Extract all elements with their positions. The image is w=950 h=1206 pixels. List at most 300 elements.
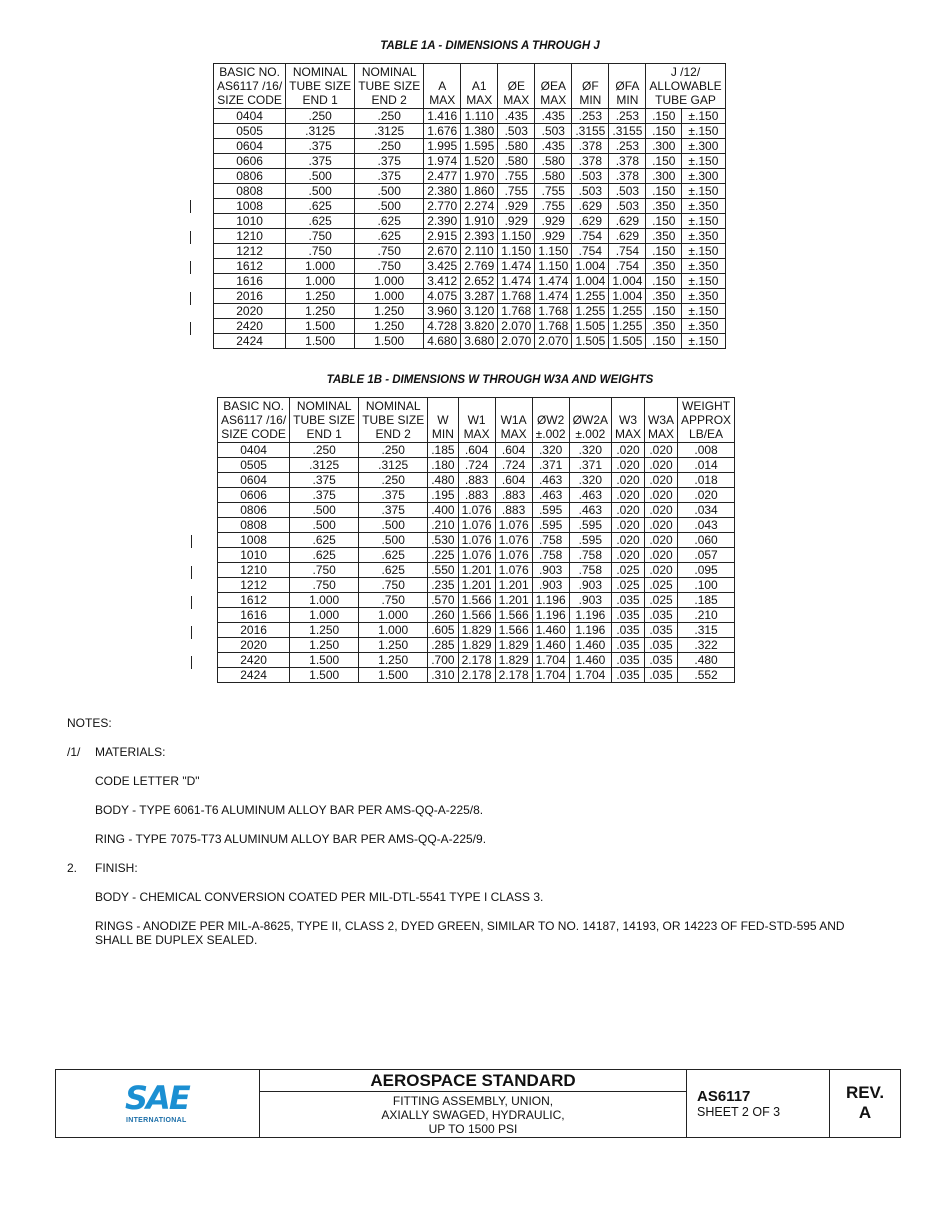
column-header-line: W3A bbox=[648, 413, 675, 427]
table-cell: .020 bbox=[645, 518, 678, 533]
table-cell: 1010 bbox=[214, 214, 286, 229]
table-cell: 2.178 bbox=[458, 668, 495, 683]
table-cell: .724 bbox=[458, 458, 495, 473]
column-header bbox=[428, 398, 458, 443]
table-cell: 2.652 bbox=[461, 274, 498, 289]
column-header-line: J /12/ bbox=[670, 65, 701, 79]
note-2-rings-line-1: RINGS - ANODIZE PER MIL-A-8625, TYPE II, CLASS 2, DYED GREEN, SIMILAR TO NO. 14187, 14193, OR 14223 OF FED-STD-595 AND bbox=[95, 919, 845, 933]
table-cell: .903 bbox=[569, 593, 611, 608]
table-cell: .253 bbox=[609, 139, 646, 154]
column-header-line: ±.002 bbox=[575, 427, 606, 441]
column-header bbox=[678, 398, 735, 443]
table-cell: .595 bbox=[569, 533, 611, 548]
table-cell: .378 bbox=[572, 139, 609, 154]
table-cell: ±.150 bbox=[682, 109, 726, 124]
table-cell: ±.150 bbox=[682, 334, 726, 349]
column-header-line: TUBE SIZE bbox=[362, 413, 425, 427]
table-cell: .020 bbox=[645, 503, 678, 518]
table-cell: .463 bbox=[569, 488, 611, 503]
table-cell: .035 bbox=[645, 653, 678, 668]
table-cell: .480 bbox=[678, 653, 735, 668]
table-cell: 2424 bbox=[214, 334, 286, 349]
table-cell: .625 bbox=[290, 533, 359, 548]
table-cell: 1.829 bbox=[495, 638, 532, 653]
column-header-line: MAX bbox=[500, 427, 527, 441]
table-cell: ±.350 bbox=[682, 259, 726, 274]
table-cell: 1.500 bbox=[290, 668, 359, 683]
table-cell: .750 bbox=[290, 563, 359, 578]
table-cell: ±.350 bbox=[682, 319, 726, 334]
change-bar bbox=[191, 596, 192, 609]
table-cell: 1.595 bbox=[461, 139, 498, 154]
table-cell: ±.150 bbox=[682, 124, 726, 139]
table-cell: 1.704 bbox=[532, 668, 569, 683]
table-cell: .580 bbox=[498, 139, 535, 154]
change-bar bbox=[191, 535, 192, 548]
table-cell: 1.076 bbox=[458, 548, 495, 563]
table-cell: .210 bbox=[678, 608, 735, 623]
table-cell: .020 bbox=[612, 443, 645, 458]
table-cell: .755 bbox=[498, 184, 535, 199]
table-cell: .750 bbox=[359, 578, 428, 593]
change-bar bbox=[190, 292, 191, 305]
table-cell: 1.076 bbox=[495, 548, 532, 563]
column-header-line: MIN bbox=[579, 93, 602, 107]
table-row bbox=[218, 473, 735, 488]
table-cell: .020 bbox=[612, 488, 645, 503]
column-header-line: ØW2 bbox=[536, 413, 565, 427]
table-cell: 1.250 bbox=[359, 653, 428, 668]
table-cell: .020 bbox=[645, 458, 678, 473]
table-cell: .060 bbox=[678, 533, 735, 548]
table-cell: 1612 bbox=[214, 259, 286, 274]
column-header-line bbox=[648, 399, 674, 413]
table-cell: .580 bbox=[535, 154, 572, 169]
change-bar bbox=[190, 261, 191, 274]
table-cell: .020 bbox=[612, 473, 645, 488]
table-cell: .043 bbox=[678, 518, 735, 533]
table-cell: .604 bbox=[458, 443, 495, 458]
table-cell: .754 bbox=[572, 244, 609, 259]
table-cell: .253 bbox=[572, 109, 609, 124]
table-cell: .503 bbox=[609, 199, 646, 214]
table-cell: 1.768 bbox=[498, 304, 535, 319]
table-cell: .883 bbox=[458, 488, 495, 503]
column-header bbox=[645, 398, 678, 443]
table-cell: 1.250 bbox=[355, 304, 424, 319]
table-cell: 3.120 bbox=[461, 304, 498, 319]
column-header-line: BASIC NO. bbox=[223, 399, 284, 413]
table-cell: .530 bbox=[428, 533, 458, 548]
table-row bbox=[218, 668, 735, 683]
column-header bbox=[424, 64, 461, 109]
table-cell: 0505 bbox=[218, 458, 290, 473]
table-cell: .150 bbox=[646, 274, 682, 289]
table-cell: 2016 bbox=[214, 289, 286, 304]
table-cell: .754 bbox=[609, 259, 646, 274]
table-cell: .250 bbox=[290, 443, 359, 458]
table-cell: .750 bbox=[355, 244, 424, 259]
table-cell: .3125 bbox=[355, 124, 424, 139]
table-cell: 1.505 bbox=[609, 334, 646, 349]
table-cell: 1.500 bbox=[286, 334, 355, 349]
table-cell: 1.500 bbox=[286, 319, 355, 334]
table-cell: .020 bbox=[645, 473, 678, 488]
table-cell: .150 bbox=[646, 304, 682, 319]
table-cell: 1.255 bbox=[609, 319, 646, 334]
table-cell: .755 bbox=[535, 199, 572, 214]
table-cell: .225 bbox=[428, 548, 458, 563]
table-cell: .503 bbox=[572, 169, 609, 184]
table-cell: 3.680 bbox=[461, 334, 498, 349]
table-row bbox=[218, 563, 735, 578]
table-cell: .057 bbox=[678, 548, 735, 563]
column-header-line: A bbox=[438, 79, 447, 93]
table-cell: 1.250 bbox=[286, 304, 355, 319]
table-cell: .310 bbox=[428, 668, 458, 683]
table-cell: 1.768 bbox=[498, 289, 535, 304]
table-cell: .758 bbox=[569, 563, 611, 578]
table-cell: 1.201 bbox=[458, 578, 495, 593]
table-cell: .375 bbox=[355, 169, 424, 184]
table-cell: .014 bbox=[678, 458, 735, 473]
table-row bbox=[214, 139, 726, 154]
table-cell: 1.704 bbox=[532, 653, 569, 668]
table-cell: .903 bbox=[532, 563, 569, 578]
table-cell: .580 bbox=[498, 154, 535, 169]
table-cell: .250 bbox=[286, 109, 355, 124]
column-header-line bbox=[575, 65, 605, 79]
table-cell: .020 bbox=[612, 518, 645, 533]
description-line-2: AXIALLY SWAGED, HYDRAULIC, bbox=[381, 1108, 565, 1122]
table-cell: 1.860 bbox=[461, 184, 498, 199]
table-cell: .025 bbox=[645, 578, 678, 593]
table-row bbox=[214, 229, 726, 244]
table-cell: .035 bbox=[612, 638, 645, 653]
table-cell: 2.390 bbox=[424, 214, 461, 229]
column-header-line: NOMINAL bbox=[361, 65, 417, 79]
table-row bbox=[218, 608, 735, 623]
table-row bbox=[214, 199, 726, 214]
table-cell: .250 bbox=[359, 443, 428, 458]
column-header-line: LB/EA bbox=[689, 427, 724, 441]
table-cell: .435 bbox=[498, 109, 535, 124]
table-cell: .625 bbox=[290, 548, 359, 563]
table-cell: .008 bbox=[678, 443, 735, 458]
table-cell: 3.820 bbox=[461, 319, 498, 334]
table-cell: 1.566 bbox=[458, 593, 495, 608]
table-cell: .754 bbox=[572, 229, 609, 244]
table-cell: 0604 bbox=[214, 139, 286, 154]
table-cell: 3.425 bbox=[424, 259, 461, 274]
column-header-tube-gap bbox=[646, 64, 725, 109]
table-cell: .595 bbox=[532, 503, 569, 518]
table-cell: 1.474 bbox=[498, 274, 535, 289]
table-cell: 1.995 bbox=[424, 139, 461, 154]
table-cell: .180 bbox=[428, 458, 458, 473]
sae-logo-subtitle: INTERNATIONAL bbox=[126, 1117, 187, 1124]
column-header bbox=[495, 398, 532, 443]
column-header bbox=[218, 398, 290, 443]
revision-label: REV. bbox=[845, 1083, 885, 1102]
table-cell: .250 bbox=[355, 139, 424, 154]
table-cell: .035 bbox=[645, 638, 678, 653]
table-cell: .020 bbox=[645, 443, 678, 458]
table-cell: 1.380 bbox=[461, 124, 498, 139]
table-cell: 0806 bbox=[214, 169, 286, 184]
sheet-number: SHEET 2 OF 3 bbox=[697, 1105, 781, 1119]
note-2-title: FINISH: bbox=[95, 861, 138, 875]
table-cell: .929 bbox=[498, 199, 535, 214]
note-1-body: BODY - TYPE 6061-T6 ALUMINUM ALLOY BAR PER AMS-QQ-A-225/8. bbox=[95, 803, 484, 817]
column-header bbox=[535, 64, 572, 109]
column-header-line: MAX bbox=[466, 93, 493, 107]
column-header-line: W bbox=[437, 413, 449, 427]
table-cell: .500 bbox=[286, 169, 355, 184]
table-cell: 1.250 bbox=[290, 638, 359, 653]
table-cell: .625 bbox=[355, 229, 424, 244]
table-cell: .253 bbox=[609, 109, 646, 124]
table-cell: 1210 bbox=[218, 563, 290, 578]
description-line-3: UP TO 1500 PSI bbox=[428, 1122, 518, 1136]
table-cell: 2.178 bbox=[458, 653, 495, 668]
table-cell: .020 bbox=[645, 563, 678, 578]
column-header-line: W1A bbox=[500, 413, 527, 427]
table-cell: .285 bbox=[428, 638, 458, 653]
table-cell: .034 bbox=[678, 503, 735, 518]
table-row bbox=[214, 274, 726, 289]
title-block bbox=[55, 1069, 901, 1138]
standard-title: AEROSPACE STANDARD bbox=[260, 1070, 686, 1092]
column-header-line: END 2 bbox=[375, 427, 411, 441]
column-header-line bbox=[431, 399, 454, 413]
table-row bbox=[214, 169, 726, 184]
column-header-line: A1 bbox=[471, 79, 487, 93]
table-cell: .750 bbox=[290, 578, 359, 593]
column-header bbox=[532, 398, 569, 443]
table-cell: .625 bbox=[359, 563, 428, 578]
table-cell: 1212 bbox=[214, 244, 286, 259]
table-cell: 1.076 bbox=[458, 518, 495, 533]
table-cell: .3125 bbox=[290, 458, 359, 473]
table-cell: ±.300 bbox=[682, 169, 726, 184]
table-cell: 1.460 bbox=[569, 653, 611, 668]
table-cell: 1.250 bbox=[286, 289, 355, 304]
table-cell: .929 bbox=[535, 229, 572, 244]
table-cell: .758 bbox=[532, 533, 569, 548]
table-cell: 1.196 bbox=[532, 593, 569, 608]
column-header bbox=[290, 398, 359, 443]
table-cell: 1.566 bbox=[495, 623, 532, 638]
table-cell: .503 bbox=[609, 184, 646, 199]
note-2-body: BODY - CHEMICAL CONVERSION COATED PER MIL-DTL-5541 TYPE I CLASS 3. bbox=[95, 890, 544, 904]
column-header-line: AS6117 /16/ bbox=[221, 413, 287, 427]
table-cell: .378 bbox=[572, 154, 609, 169]
column-header-line bbox=[538, 65, 568, 79]
table-cell: 1008 bbox=[218, 533, 290, 548]
table-cell: 0604 bbox=[218, 473, 290, 488]
table-cell: .595 bbox=[569, 518, 611, 533]
column-header-line bbox=[464, 65, 494, 79]
table-cell: 1.566 bbox=[495, 608, 532, 623]
table-cell: .500 bbox=[290, 518, 359, 533]
table-cell: .018 bbox=[678, 473, 735, 488]
table-cell: .629 bbox=[609, 214, 646, 229]
table-cell: .020 bbox=[612, 548, 645, 563]
table-cell: .750 bbox=[355, 259, 424, 274]
table-cell: 2.915 bbox=[424, 229, 461, 244]
table-cell: .035 bbox=[645, 623, 678, 638]
table-cell: ±.300 bbox=[682, 139, 726, 154]
column-header-line bbox=[427, 65, 457, 79]
column-header-line: END 1 bbox=[306, 427, 342, 441]
table-cell: .300 bbox=[646, 139, 682, 154]
table-cell: 1612 bbox=[218, 593, 290, 608]
table-cell: .595 bbox=[532, 518, 569, 533]
table-cell: .150 bbox=[646, 124, 682, 139]
column-header-line: NOMINAL bbox=[365, 399, 421, 413]
column-header bbox=[569, 398, 611, 443]
table-cell: .035 bbox=[612, 608, 645, 623]
table-cell: .350 bbox=[646, 289, 682, 304]
document-number-cell bbox=[686, 1070, 830, 1137]
column-header-line: W1 bbox=[467, 413, 486, 427]
table-cell: .025 bbox=[645, 593, 678, 608]
table-cell: .100 bbox=[678, 578, 735, 593]
column-header-line: MAX bbox=[540, 93, 567, 107]
table-cell: 1616 bbox=[218, 608, 290, 623]
table-cell: .378 bbox=[609, 154, 646, 169]
table-cell: 1.000 bbox=[359, 623, 428, 638]
column-header-line: END 1 bbox=[302, 93, 338, 107]
table-cell: 0404 bbox=[218, 443, 290, 458]
table-cell: .035 bbox=[612, 668, 645, 683]
table-cell: .020 bbox=[612, 458, 645, 473]
table-cell: .210 bbox=[428, 518, 458, 533]
table-row bbox=[218, 548, 735, 563]
table-cell: 2.477 bbox=[424, 169, 461, 184]
table-cell: .235 bbox=[428, 578, 458, 593]
table-cell: .375 bbox=[359, 503, 428, 518]
table-cell: .150 bbox=[646, 109, 682, 124]
column-header-line: TUBE SIZE bbox=[293, 413, 356, 427]
column-header bbox=[609, 64, 646, 109]
table-row bbox=[214, 289, 726, 304]
table-cell: 1.500 bbox=[359, 668, 428, 683]
table-cell: ±.150 bbox=[682, 214, 726, 229]
table-cell: .903 bbox=[532, 578, 569, 593]
revision-value: A bbox=[858, 1103, 872, 1122]
table-cell: .929 bbox=[535, 214, 572, 229]
table-cell: .500 bbox=[359, 533, 428, 548]
header-row bbox=[214, 64, 726, 109]
table-cell: ±.150 bbox=[682, 304, 726, 319]
table-cell: 1.974 bbox=[424, 154, 461, 169]
table-cell: .095 bbox=[678, 563, 735, 578]
column-header-line: MIN bbox=[616, 93, 639, 107]
column-header-line bbox=[501, 65, 531, 79]
note-2-rings-line-2: SHALL BE DUPLEX SEALED. bbox=[95, 933, 258, 947]
table-cell: 0606 bbox=[214, 154, 286, 169]
table-cell: .758 bbox=[532, 548, 569, 563]
column-header bbox=[498, 64, 535, 109]
column-header-line: NOMINAL bbox=[292, 65, 348, 79]
column-header-line bbox=[536, 399, 566, 413]
table-cell: .350 bbox=[646, 199, 682, 214]
table-row bbox=[214, 109, 726, 124]
sae-logo-mark: SAE bbox=[125, 1079, 189, 1117]
table-cell: 1.000 bbox=[355, 289, 424, 304]
column-header-line: TUBE SIZE bbox=[358, 79, 421, 93]
table-1a-title: TABLE 1A - DIMENSIONS A THROUGH J bbox=[380, 40, 600, 52]
table-row bbox=[218, 653, 735, 668]
table-cell: .025 bbox=[612, 578, 645, 593]
table-cell: 2.770 bbox=[424, 199, 461, 214]
table-row bbox=[218, 638, 735, 653]
table-cell: .625 bbox=[286, 214, 355, 229]
table-cell: 4.680 bbox=[424, 334, 461, 349]
table-cell: .3155 bbox=[572, 124, 609, 139]
column-header-line: ØFA bbox=[615, 79, 640, 93]
table-cell: 1.505 bbox=[572, 319, 609, 334]
table-cell: .883 bbox=[458, 473, 495, 488]
table-cell: .700 bbox=[428, 653, 458, 668]
table-cell: 1.250 bbox=[359, 638, 428, 653]
table-cell: 1212 bbox=[218, 578, 290, 593]
table-cell: 1.201 bbox=[495, 593, 532, 608]
note-1-ring: RING - TYPE 7075-T73 ALUMINUM ALLOY BAR PER AMS-QQ-A-225/9. bbox=[95, 832, 487, 846]
table-cell: .463 bbox=[569, 503, 611, 518]
table-cell: .3125 bbox=[359, 458, 428, 473]
table-cell: .552 bbox=[678, 668, 735, 683]
table-cell: .020 bbox=[678, 488, 735, 503]
table-cell: 1.076 bbox=[458, 503, 495, 518]
table-cell: .350 bbox=[646, 259, 682, 274]
table-cell: ±.150 bbox=[682, 154, 726, 169]
table-cell: .435 bbox=[535, 139, 572, 154]
change-bar bbox=[191, 566, 192, 579]
table-cell: 2.178 bbox=[495, 668, 532, 683]
column-header-line: SIZE CODE bbox=[221, 427, 286, 441]
column-header-line: MAX bbox=[648, 427, 675, 441]
table-cell: 1.150 bbox=[535, 259, 572, 274]
table-cell: 1.004 bbox=[609, 289, 646, 304]
column-header-line: AS6117 /16/ bbox=[217, 79, 283, 93]
table-row bbox=[218, 503, 735, 518]
table-cell: .724 bbox=[495, 458, 532, 473]
table-cell: 1.500 bbox=[355, 334, 424, 349]
table-cell: 2.070 bbox=[535, 334, 572, 349]
table-row bbox=[218, 623, 735, 638]
table-cell: 3.412 bbox=[424, 274, 461, 289]
table-cell: 1.196 bbox=[532, 608, 569, 623]
table-row bbox=[214, 124, 726, 139]
table-cell: .185 bbox=[428, 443, 458, 458]
table-cell: 1.829 bbox=[458, 638, 495, 653]
table-cell: .754 bbox=[609, 244, 646, 259]
table-cell: ±.350 bbox=[682, 229, 726, 244]
table-cell: .020 bbox=[645, 548, 678, 563]
table-cell: .035 bbox=[612, 653, 645, 668]
table-cell: .500 bbox=[359, 518, 428, 533]
table-cell: .750 bbox=[286, 244, 355, 259]
document-description bbox=[260, 1092, 686, 1137]
table-cell: 1.076 bbox=[458, 533, 495, 548]
table-cell: 1.520 bbox=[461, 154, 498, 169]
table-cell: ±.150 bbox=[682, 184, 726, 199]
table-cell: .320 bbox=[569, 443, 611, 458]
table-cell: 1210 bbox=[214, 229, 286, 244]
